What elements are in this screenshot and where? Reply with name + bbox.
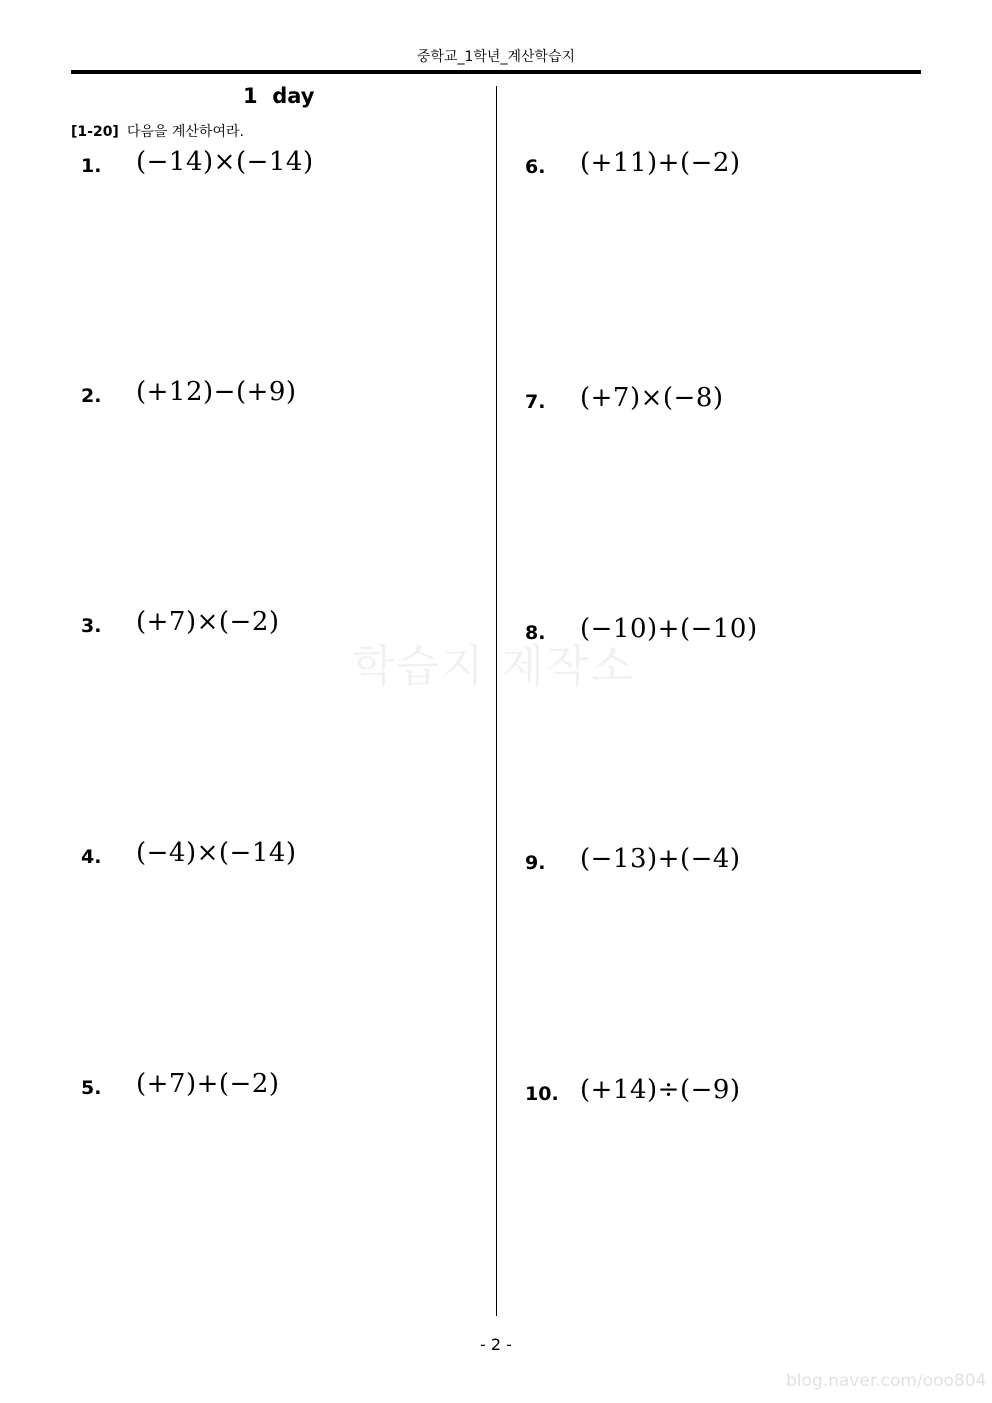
problem-number: 7. <box>525 391 546 413</box>
problem-expression: (−10)+(−10) <box>580 614 758 644</box>
problem-expression: (−4)×(−14) <box>136 838 297 868</box>
problem-number: 9. <box>525 852 546 874</box>
problem-number: 2. <box>81 385 102 407</box>
problem-expression: (−13)+(−4) <box>580 844 741 874</box>
problem-number: 3. <box>81 615 102 637</box>
worksheet-header-title: 중학교_1학년_계산학습지 <box>416 49 576 65</box>
problem-number: 6. <box>525 156 546 178</box>
problem-number: 1. <box>81 155 102 177</box>
header-rule <box>71 70 921 74</box>
instruction-text: 다음을 계산하여라. <box>126 124 244 140</box>
watermark: 학습지 제작소 <box>352 641 636 692</box>
page-number: - 2 - <box>480 1335 512 1354</box>
instruction-range: [1-20] <box>71 124 119 140</box>
instruction <box>71 121 244 141</box>
problem-number: 8. <box>525 622 546 644</box>
column-divider <box>496 86 497 1316</box>
day-title: 1 day <box>243 84 315 108</box>
problem-expression: (+7)×(−2) <box>136 607 280 637</box>
problem-number: 4. <box>81 846 102 868</box>
problem-expression: (+12)−(+9) <box>136 377 297 407</box>
problem-expression: (+14)÷(−9) <box>580 1075 741 1105</box>
problem-expression: (−14)×(−14) <box>136 147 314 177</box>
problem-expression: (+7)+(−2) <box>136 1069 280 1099</box>
problem-expression: (+11)+(−2) <box>580 148 741 178</box>
blog-credit-watermark: blog.naver.com/ooo804 <box>786 1371 987 1391</box>
problem-expression: (+7)×(−8) <box>580 383 724 413</box>
problem-number: 10. <box>525 1083 559 1105</box>
problem-number: 5. <box>81 1077 102 1099</box>
